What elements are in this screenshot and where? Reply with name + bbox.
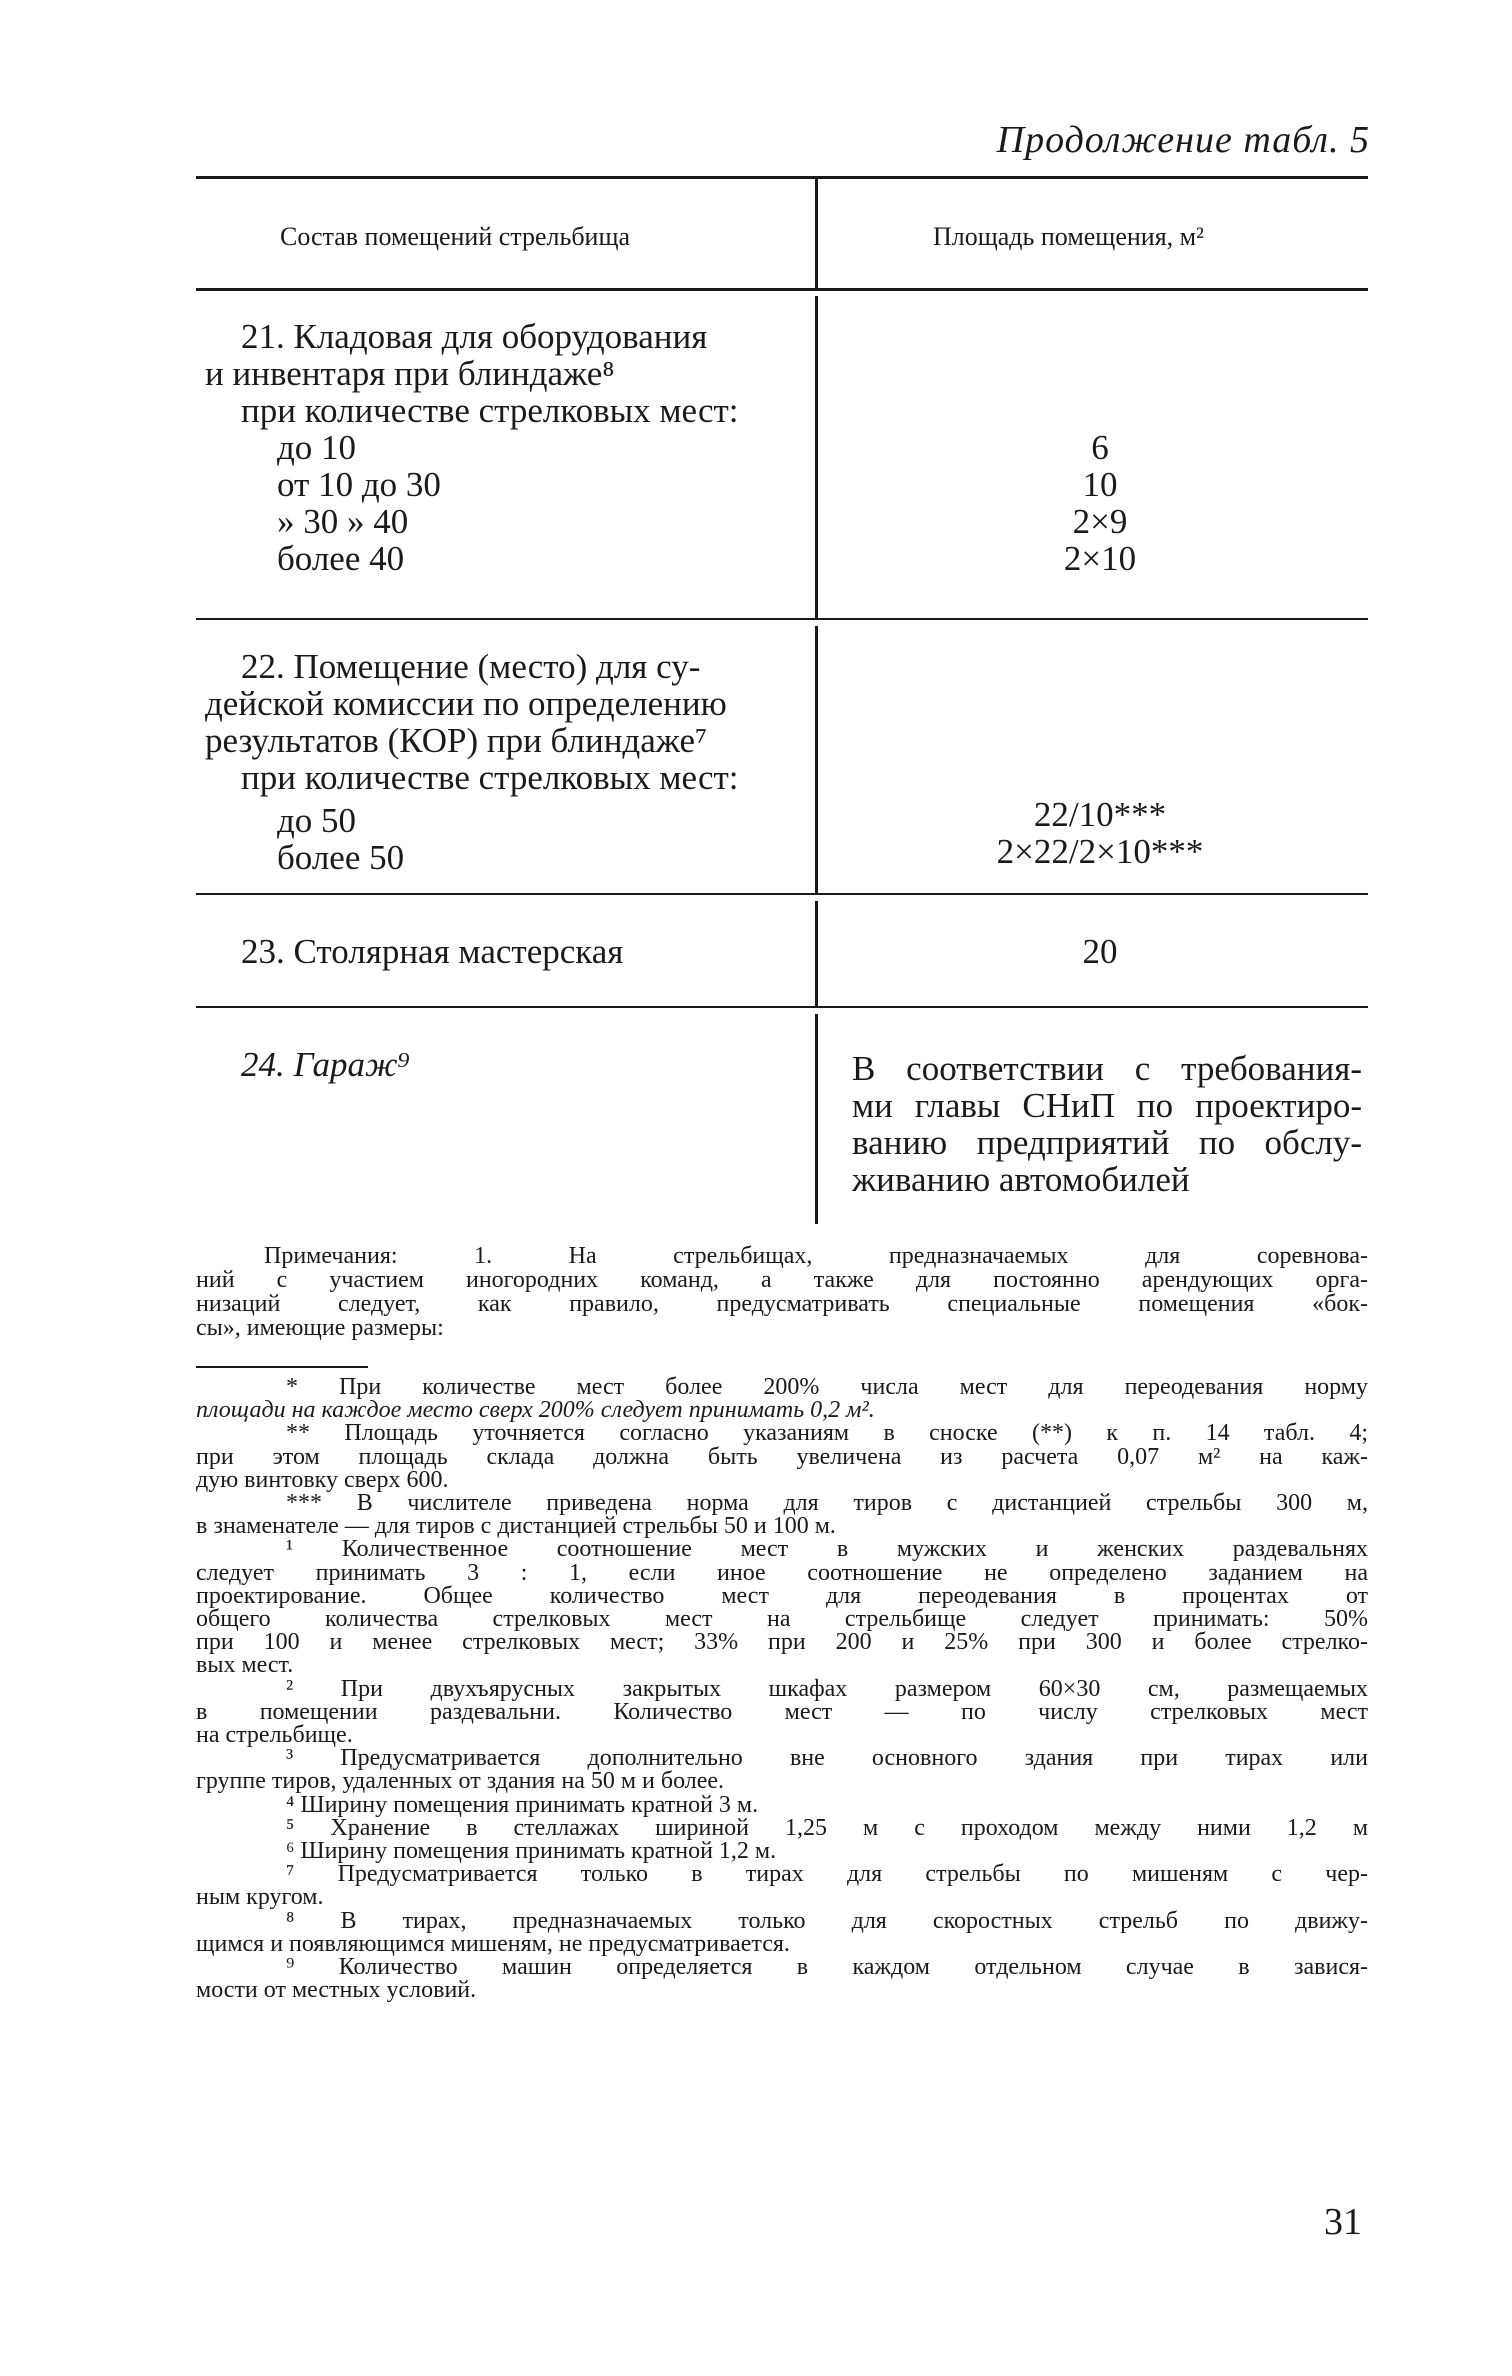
table-row-23-label — [241, 933, 623, 970]
footnote-line: щимся и появляющимся мишеням, не предусматривается. — [196, 1930, 790, 1957]
row-line: результатов (КОР) при блиндаже⁷ — [205, 721, 708, 760]
footnote-line: в знаменателе — для тиров с дистанцией стрельбы 50 и 100 м. — [196, 1513, 836, 1540]
value-line: ванию предприятий по обслу- — [852, 1123, 1362, 1162]
column-divider — [815, 176, 818, 289]
row-line: до 50 — [277, 801, 357, 840]
footnote-line: ⁸ В тирах, предназначаемых только для скоростных стрельб по движу- — [286, 1907, 1368, 1934]
table-row-23-values — [830, 933, 1370, 970]
column-header-area: Площадь помещения, м² — [933, 222, 1204, 251]
footnotes — [196, 1376, 1368, 2002]
column-header-composition: Состав помещений стрельбища — [280, 222, 631, 251]
value-line: В соответствии с требования- — [852, 1049, 1362, 1088]
row-21-rule — [196, 618, 1368, 620]
footnote-line: мости от местных условий. — [196, 1977, 477, 2004]
column-divider — [815, 296, 818, 618]
row-line: 23. Столярная мастерская — [241, 932, 624, 971]
row-line: более 50 — [277, 838, 405, 877]
value-line: живанию автомобилей — [852, 1160, 1190, 1199]
table-header-rule — [196, 288, 1368, 291]
row-line: до 10 — [277, 428, 357, 467]
footnote-line: общего количества стрелковых мест на стрельбище следует принимать: 50% — [196, 1606, 1368, 1633]
footnote-line: ² При двухъярусных закрытых шкафах размером 60×30 см, размещаемых — [286, 1675, 1368, 1702]
footnote-line: при этом площадь склада должна быть увеличена из расчета 0,07 м² на каж- — [196, 1443, 1368, 1470]
footnote-line: дую винтовку сверх 600. — [196, 1466, 449, 1493]
value-line: 20 — [1082, 932, 1118, 971]
table-row-24-values — [852, 1050, 1362, 1198]
continuation-title: Продолжение табл. 5 — [996, 119, 1370, 161]
footnote-line: * При количестве мест более 200% числа мест для переодевания норму — [286, 1374, 1368, 1400]
table-row-21-label — [205, 318, 739, 577]
footnote-line: ⁶ Ширину помещения принимать кратной 1,2 м. — [286, 1838, 777, 1865]
table-row-21-values — [830, 429, 1370, 577]
row-line: дейской комиссии по определению — [205, 684, 727, 723]
footnote-line: ¹ Количественное соотношение мест в мужских и женских раздевальнях — [286, 1536, 1368, 1563]
table-row-22-values — [830, 796, 1370, 870]
footnote-line: ⁷ Предусматривается только в тирах для стрельбы по мишеням с чер- — [286, 1861, 1368, 1888]
footnote-line: при 100 и менее стрелковых мест; 33% при 200 и 25% при 300 и более стрелко- — [196, 1629, 1368, 1656]
value-line: ми главы СНиП по проектиро- — [852, 1086, 1362, 1125]
row-line: 21. Кладовая для оборудования — [241, 317, 708, 356]
table-notes — [196, 1244, 1368, 1340]
note-line: сы», имеющие размеры: — [196, 1315, 444, 1341]
row-line: » 30 » 40 — [277, 502, 409, 541]
value-line: 22/10*** — [1033, 795, 1167, 834]
value-line: 2×22/2×10*** — [996, 832, 1204, 871]
column-divider — [815, 626, 818, 893]
row-line: 22. Помещение (место) для су- — [241, 647, 701, 686]
footnote-line: площади на каждое место сверх 200% следует принимать 0,2 м². — [196, 1397, 875, 1424]
value-line: 2×10 — [1063, 539, 1137, 578]
row-line: при количестве стрелковых мест: — [241, 391, 739, 430]
page-number: 31 — [1324, 2201, 1362, 2243]
row-line: более 40 — [277, 539, 405, 578]
footnote-line: проектирование. Общее количество мест для переодевания в процентах от — [196, 1582, 1368, 1609]
footnote-line: группе тиров, удаленных от здания на 50 м и более. — [196, 1768, 725, 1795]
table-top-rule — [196, 176, 1368, 179]
row-23-rule — [196, 1006, 1368, 1008]
footnote-line: следует принимать 3 : 1, если иное соотношение не определено заданием на — [196, 1559, 1368, 1586]
footnote-line: на стрельбище. — [196, 1722, 353, 1749]
column-divider — [815, 901, 818, 1006]
footnote-line: ** Площадь уточняется согласно указаниям в сноске (**) к п. 14 табл. 4; — [286, 1420, 1368, 1447]
footnote-line: ³ Предусматривается дополнительно вне основного здания при тирах или — [286, 1745, 1368, 1772]
table-row-24-label — [241, 1046, 410, 1083]
note-line: ний с участием иногородних команд, а также для постоянно арендующих орга- — [196, 1267, 1368, 1293]
value-line: 6 — [1091, 428, 1109, 467]
value-line: 10 — [1082, 465, 1118, 504]
footnote-line: ным кругом. — [196, 1884, 324, 1911]
footnote-line: вых мест. — [196, 1652, 294, 1679]
footnote-line: в помещении раздевальни. Количество мест — по числу стрелковых мест — [196, 1698, 1368, 1725]
note-line: Примечания: 1. На стрельбищах, предназначаемых для соревнова- — [264, 1243, 1368, 1269]
value-line: 2×9 — [1072, 502, 1128, 541]
row-22-rule — [196, 893, 1368, 895]
column-divider — [815, 1014, 818, 1224]
footnote-line: ⁵ Хранение в стеллажах шириной 1,25 м с проходом между ними 1,2 м — [286, 1814, 1368, 1841]
row-line: от 10 до 30 — [277, 465, 441, 504]
row-line: 24. Гараж⁹ — [241, 1045, 410, 1084]
table-row-22-label — [205, 648, 739, 876]
note-line: низаций следует, как правило, предусматривать специальные помещения «бок- — [196, 1291, 1368, 1317]
row-line: при количестве стрелковых мест: — [241, 758, 739, 797]
footnote-line: ⁴ Ширину помещения принимать кратной 3 м. — [286, 1791, 759, 1818]
footnote-separator — [196, 1366, 368, 1368]
row-line: и инвентаря при блиндаже⁸ — [205, 354, 615, 393]
footnote-line: *** В числителе приведена норма для тиров с дистанцией стрельбы 300 м, — [286, 1490, 1368, 1517]
footnote-line: ⁹ Количество машин определяется в каждом отдельном случае в завися- — [286, 1954, 1368, 1981]
